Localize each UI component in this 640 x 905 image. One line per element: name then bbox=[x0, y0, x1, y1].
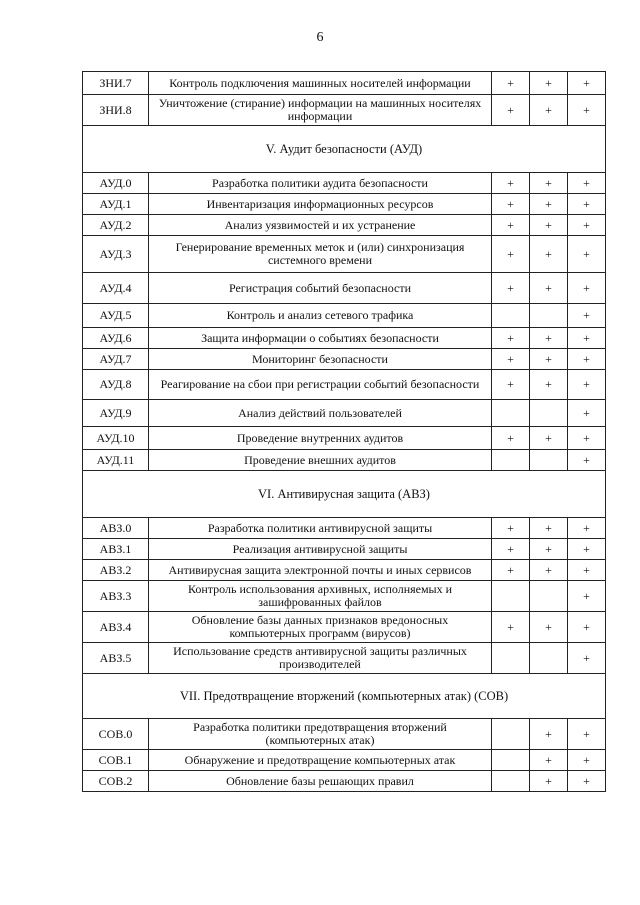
section-header-row bbox=[83, 674, 606, 719]
measure-code: АВЗ.0 bbox=[83, 518, 149, 539]
table-row bbox=[83, 349, 606, 370]
table-row bbox=[83, 194, 606, 215]
protection-class-1-mark bbox=[492, 450, 530, 471]
protection-class-3-mark: + bbox=[568, 236, 606, 273]
measure-code: АУД.5 bbox=[83, 304, 149, 328]
table-row bbox=[83, 72, 606, 95]
protection-class-3-mark: + bbox=[568, 194, 606, 215]
table-row bbox=[83, 328, 606, 349]
table-row bbox=[83, 581, 606, 612]
protection-class-2-mark bbox=[530, 643, 568, 674]
table-row bbox=[83, 750, 606, 771]
protection-class-2-mark bbox=[530, 450, 568, 471]
protection-class-3-mark: + bbox=[568, 450, 606, 471]
table-row bbox=[83, 518, 606, 539]
protection-class-3-mark: + bbox=[568, 349, 606, 370]
protection-class-1-mark: + bbox=[492, 560, 530, 581]
protection-class-2-mark bbox=[530, 400, 568, 427]
protection-class-1-mark: + bbox=[492, 236, 530, 273]
protection-class-2-mark: + bbox=[530, 215, 568, 236]
table-row bbox=[83, 304, 606, 328]
protection-class-1-mark: + bbox=[492, 194, 530, 215]
measure-description: Обнаружение и предотвращение компьютерных атак bbox=[149, 750, 492, 771]
measure-code: АУД.0 bbox=[83, 173, 149, 194]
measure-description: Разработка политики предотвращения вторжений (компьютерных атак) bbox=[149, 719, 492, 750]
protection-class-1-mark: + bbox=[492, 427, 530, 450]
measure-code: АВЗ.3 bbox=[83, 581, 149, 612]
protection-class-3-mark: + bbox=[568, 400, 606, 427]
measure-description: Разработка политики аудита безопасности bbox=[149, 173, 492, 194]
measure-description: Уничтожение (стирание) информации на машинных носителях информации bbox=[149, 95, 492, 126]
table-row bbox=[83, 215, 606, 236]
protection-class-3-mark: + bbox=[568, 273, 606, 304]
section-header-row bbox=[83, 471, 606, 518]
protection-class-3-mark: + bbox=[568, 328, 606, 349]
measure-description: Разработка политики антивирусной защиты bbox=[149, 518, 492, 539]
protection-class-2-mark: + bbox=[530, 95, 568, 126]
protection-class-1-mark: + bbox=[492, 95, 530, 126]
protection-class-1-mark bbox=[492, 771, 530, 792]
measure-description: Контроль использования архивных, исполняемых и зашифрованных файлов bbox=[149, 581, 492, 612]
table-row bbox=[83, 560, 606, 581]
table-row bbox=[83, 427, 606, 450]
measure-description: Использование средств антивирусной защиты различных производителей bbox=[149, 643, 492, 674]
measure-code: АУД.1 bbox=[83, 194, 149, 215]
protection-class-3-mark: + bbox=[568, 427, 606, 450]
measure-description: Анализ уязвимостей и их устранение bbox=[149, 215, 492, 236]
protection-class-3-mark: + bbox=[568, 370, 606, 400]
table-row bbox=[83, 236, 606, 273]
measure-description: Антивирусная защита электронной почты и иных сервисов bbox=[149, 560, 492, 581]
measure-code: АВЗ.4 bbox=[83, 612, 149, 643]
measure-description: Защита информации о событиях безопасности bbox=[149, 328, 492, 349]
table-row bbox=[83, 719, 606, 750]
measure-description: Контроль подключения машинных носителей информации bbox=[149, 72, 492, 95]
measure-code: ЗНИ.7 bbox=[83, 72, 149, 95]
protection-class-3-mark: + bbox=[568, 304, 606, 328]
table-row bbox=[83, 95, 606, 126]
requirements-table-body bbox=[83, 72, 606, 792]
protection-class-1-mark: + bbox=[492, 539, 530, 560]
measure-code: АУД.10 bbox=[83, 427, 149, 450]
protection-class-3-mark: + bbox=[568, 719, 606, 750]
section-title: V. Аудит безопасности (АУД) bbox=[83, 126, 606, 173]
protection-class-1-mark: + bbox=[492, 328, 530, 349]
measure-code: СОВ.1 bbox=[83, 750, 149, 771]
table-row bbox=[83, 612, 606, 643]
protection-class-1-mark bbox=[492, 750, 530, 771]
measure-code: АУД.9 bbox=[83, 400, 149, 427]
protection-class-1-mark bbox=[492, 400, 530, 427]
protection-class-2-mark: + bbox=[530, 328, 568, 349]
table-row bbox=[83, 400, 606, 427]
protection-class-3-mark: + bbox=[568, 72, 606, 95]
measure-description: Мониторинг безопасности bbox=[149, 349, 492, 370]
measure-description: Обновление базы решающих правил bbox=[149, 771, 492, 792]
protection-class-3-mark: + bbox=[568, 518, 606, 539]
protection-class-1-mark bbox=[492, 581, 530, 612]
protection-class-1-mark: + bbox=[492, 349, 530, 370]
protection-class-1-mark: + bbox=[492, 612, 530, 643]
protection-class-2-mark bbox=[530, 304, 568, 328]
requirements-table bbox=[82, 71, 606, 792]
protection-class-2-mark: + bbox=[530, 173, 568, 194]
measure-code: АУД.3 bbox=[83, 236, 149, 273]
measure-description: Регистрация событий безопасности bbox=[149, 273, 492, 304]
measure-code: АУД.6 bbox=[83, 328, 149, 349]
protection-class-3-mark: + bbox=[568, 539, 606, 560]
protection-class-3-mark: + bbox=[568, 173, 606, 194]
measure-code: СОВ.2 bbox=[83, 771, 149, 792]
section-header-row bbox=[83, 126, 606, 173]
measure-description: Реагирование на сбои при регистрации событий безопасности bbox=[149, 370, 492, 400]
protection-class-3-mark: + bbox=[568, 581, 606, 612]
protection-class-3-mark: + bbox=[568, 771, 606, 792]
table-row bbox=[83, 273, 606, 304]
measure-description: Проведение внутренних аудитов bbox=[149, 427, 492, 450]
section-title: VI. Антивирусная защита (АВЗ) bbox=[83, 471, 606, 518]
protection-class-2-mark: + bbox=[530, 719, 568, 750]
measure-code: АУД.2 bbox=[83, 215, 149, 236]
table-row bbox=[83, 771, 606, 792]
protection-class-2-mark: + bbox=[530, 349, 568, 370]
protection-class-3-mark: + bbox=[568, 643, 606, 674]
table-row bbox=[83, 173, 606, 194]
protection-class-3-mark: + bbox=[568, 95, 606, 126]
protection-class-3-mark: + bbox=[568, 215, 606, 236]
measure-description: Контроль и анализ сетевого трафика bbox=[149, 304, 492, 328]
protection-class-2-mark: + bbox=[530, 273, 568, 304]
protection-class-1-mark: + bbox=[492, 72, 530, 95]
protection-class-3-mark: + bbox=[568, 612, 606, 643]
protection-class-2-mark: + bbox=[530, 518, 568, 539]
protection-class-2-mark bbox=[530, 581, 568, 612]
measure-code: ЗНИ.8 bbox=[83, 95, 149, 126]
section-title: VII. Предотвращение вторжений (компьютерных атак) (СОВ) bbox=[83, 674, 606, 719]
protection-class-2-mark: + bbox=[530, 194, 568, 215]
measure-code: АУД.11 bbox=[83, 450, 149, 471]
protection-class-2-mark: + bbox=[530, 560, 568, 581]
protection-class-1-mark bbox=[492, 643, 530, 674]
page-number: 6 bbox=[316, 30, 324, 45]
protection-class-1-mark: + bbox=[492, 173, 530, 194]
protection-class-3-mark: + bbox=[568, 750, 606, 771]
protection-class-2-mark: + bbox=[530, 370, 568, 400]
measure-description: Реализация антивирусной защиты bbox=[149, 539, 492, 560]
measure-description: Обновление базы данных признаков вредоносных компьютерных программ (вирусов) bbox=[149, 612, 492, 643]
protection-class-2-mark: + bbox=[530, 72, 568, 95]
measure-description: Проведение внешних аудитов bbox=[149, 450, 492, 471]
protection-class-2-mark: + bbox=[530, 427, 568, 450]
protection-class-1-mark: + bbox=[492, 215, 530, 236]
table-row bbox=[83, 643, 606, 674]
protection-class-2-mark: + bbox=[530, 771, 568, 792]
measure-code: АВЗ.2 bbox=[83, 560, 149, 581]
table-row bbox=[83, 370, 606, 400]
protection-class-2-mark: + bbox=[530, 236, 568, 273]
protection-class-1-mark: + bbox=[492, 370, 530, 400]
protection-class-2-mark: + bbox=[530, 612, 568, 643]
protection-class-1-mark bbox=[492, 304, 530, 328]
protection-class-2-mark: + bbox=[530, 750, 568, 771]
measure-description: Инвентаризация информационных ресурсов bbox=[149, 194, 492, 215]
protection-class-1-mark: + bbox=[492, 518, 530, 539]
protection-class-1-mark: + bbox=[492, 273, 530, 304]
measure-description: Генерирование временных меток и (или) синхронизация системного времени bbox=[149, 236, 492, 273]
measure-code: АУД.8 bbox=[83, 370, 149, 400]
protection-class-2-mark: + bbox=[530, 539, 568, 560]
protection-class-3-mark: + bbox=[568, 560, 606, 581]
measure-code: СОВ.0 bbox=[83, 719, 149, 750]
protection-class-1-mark bbox=[492, 719, 530, 750]
measure-code: АВЗ.1 bbox=[83, 539, 149, 560]
table-row bbox=[83, 450, 606, 471]
measure-code: АУД.7 bbox=[83, 349, 149, 370]
measure-code: АУД.4 bbox=[83, 273, 149, 304]
measure-description: Анализ действий пользователей bbox=[149, 400, 492, 427]
table-row bbox=[83, 539, 606, 560]
measure-code: АВЗ.5 bbox=[83, 643, 149, 674]
